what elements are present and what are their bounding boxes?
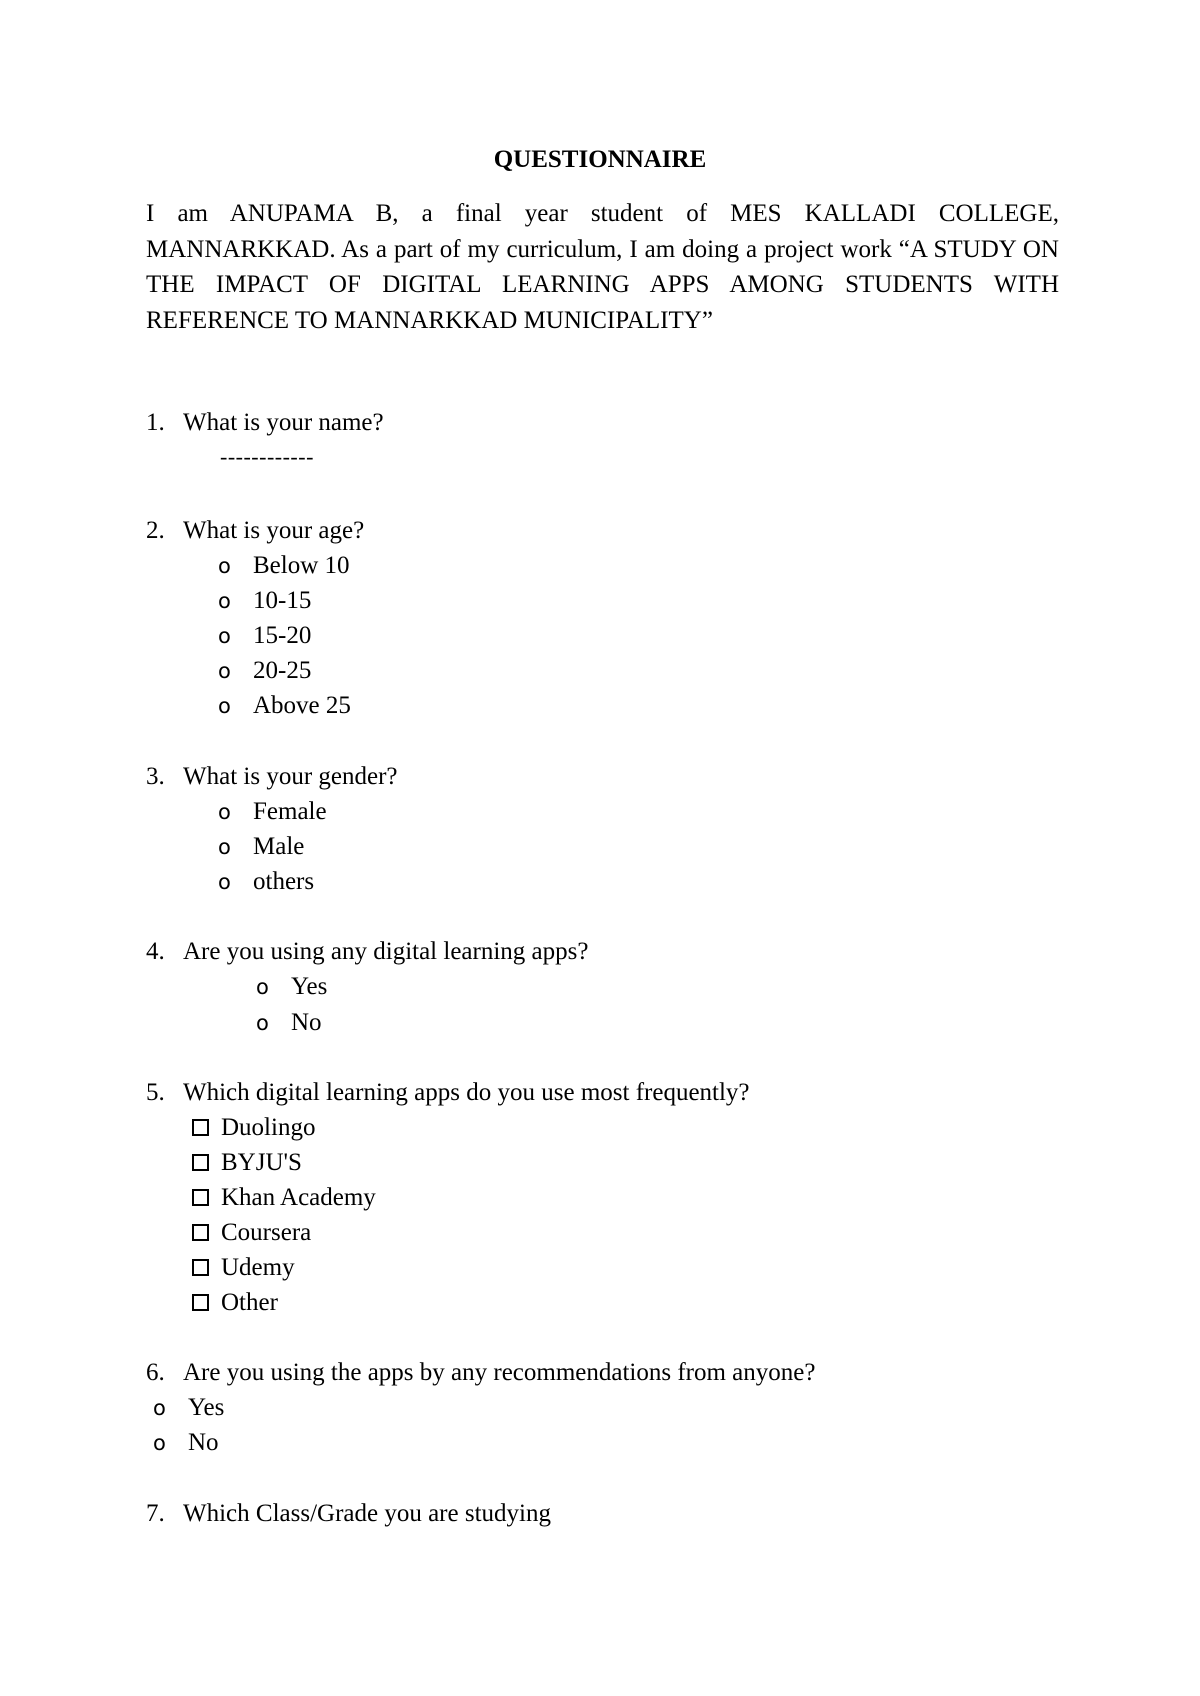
question-text: Which digital learning apps do you use most frequently? [183,1079,750,1106]
option-age-10-15[interactable] [218,586,311,616]
intro-paragraph: I am ANUPAMA B, a final year student of MES KALLADI COLLEGE, MANNARKKAD. As a part of my curriculum, I am doing a project work “A STUDY ON THE IMPACT OF DIGITAL LEARNING APPS AMONG STUDENTS WITH REFERENCE TO MANNARKKAD MUNICIPALITY” [146,200,1059,334]
question-3 [146,762,398,792]
option-label: No [188,1429,219,1456]
question-number: 7. [146,1500,165,1527]
checkbox-icon[interactable] [192,1259,209,1276]
question-number: 5. [146,1079,165,1106]
question-text: Are you using any digital learning apps? [183,938,589,965]
option-label: BYJU'S [221,1149,302,1176]
circle-bullet-icon: o [218,870,231,894]
option-label: others [253,868,315,895]
circle-bullet-icon: o [256,975,269,999]
question-text: What is your name? [183,409,384,436]
circle-bullet-icon: o [218,800,231,824]
checkbox-icon[interactable] [192,1154,209,1171]
option-label: No [291,1009,322,1036]
question-number: 4. [146,938,165,965]
page-title: QUESTIONNAIRE [493,146,707,173]
option-app-coursera[interactable] [192,1218,311,1248]
circle-bullet-icon: o [218,624,231,648]
option-label: Below 10 [253,552,350,579]
option-app-other[interactable] [192,1288,278,1318]
question-number: 1. [146,409,165,436]
option-label: Male [253,833,305,860]
option-recommendation-yes[interactable] [153,1393,224,1423]
option-label: Female [253,798,327,825]
question-4 [146,937,588,967]
option-recommendation-no[interactable] [153,1428,219,1458]
option-app-byjus[interactable] [192,1148,302,1178]
checkbox-icon[interactable] [192,1119,209,1136]
option-app-udemy[interactable] [192,1253,295,1283]
option-label: Duolingo [221,1114,316,1141]
option-gender-male[interactable] [218,832,304,862]
question-5 [146,1078,750,1108]
question-number: 3. [146,763,165,790]
circle-bullet-icon: o [218,554,231,578]
option-label: Other [221,1289,278,1316]
circle-bullet-icon: o [153,1396,166,1420]
question-text: Are you using the apps by any recommendations from anyone? [183,1359,816,1386]
option-gender-female[interactable] [218,797,327,827]
checkbox-icon[interactable] [192,1294,209,1311]
circle-bullet-icon: o [256,1011,269,1035]
question-text: What is your age? [183,517,365,544]
question-6 [146,1358,815,1388]
circle-bullet-icon: o [218,589,231,613]
option-using-apps-no[interactable] [256,1008,322,1038]
circle-bullet-icon: o [153,1431,166,1455]
option-label: 20-25 [253,657,312,684]
option-gender-others[interactable] [218,867,314,897]
option-using-apps-yes[interactable] [256,972,327,1002]
question-2 [146,516,364,546]
option-label: 10-15 [253,587,312,614]
question-number: 6. [146,1359,165,1386]
option-label: Udemy [221,1254,295,1281]
circle-bullet-icon: o [218,659,231,683]
question-text: Which Class/Grade you are studying [183,1500,551,1527]
circle-bullet-icon: o [218,694,231,718]
option-label: Above 25 [253,692,351,719]
option-age-below-10[interactable] [218,551,350,581]
checkbox-icon[interactable] [192,1189,209,1206]
option-app-duolingo[interactable] [192,1113,315,1143]
option-label: Yes [188,1394,225,1421]
option-app-khan-academy[interactable] [192,1183,376,1213]
name-answer-blank[interactable]: ------------ [220,444,314,469]
option-age-15-20[interactable] [218,621,311,651]
option-label: 15-20 [253,622,312,649]
question-1 [146,408,384,438]
circle-bullet-icon: o [218,835,231,859]
question-7 [146,1499,551,1529]
question-number: 2. [146,517,165,544]
option-age-above-25[interactable] [218,691,351,721]
question-text: What is your gender? [183,763,398,790]
option-age-20-25[interactable] [218,656,311,686]
option-label: Khan Academy [221,1184,376,1211]
option-label: Yes [291,973,328,1000]
option-label: Coursera [221,1219,312,1246]
checkbox-icon[interactable] [192,1224,209,1241]
